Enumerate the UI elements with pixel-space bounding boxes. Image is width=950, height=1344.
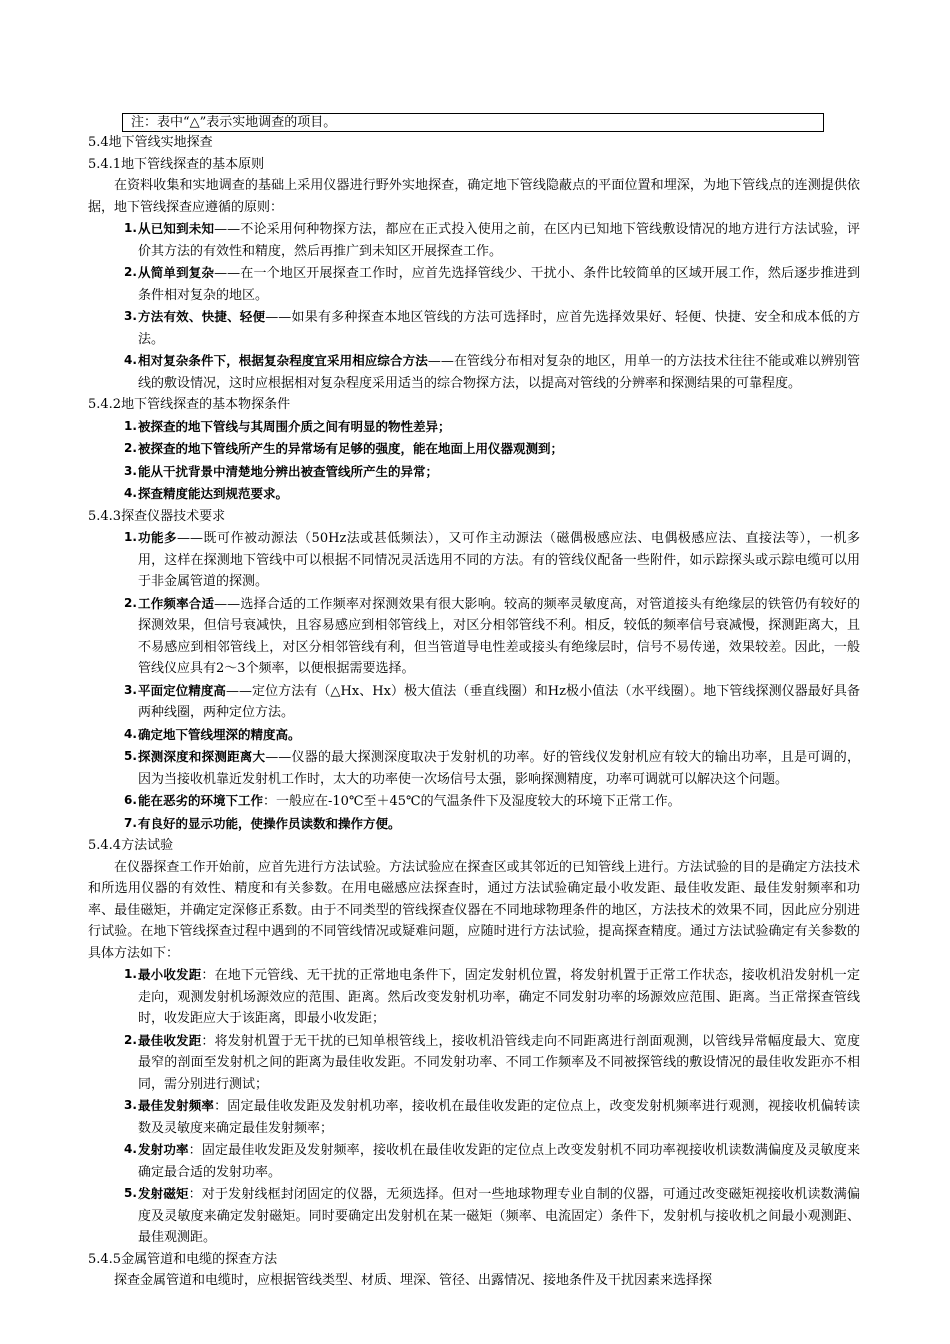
item-text: ——如果有多种探查本地区管线的方法可选择时，应首先选择效果好、轻便、快捷、安全和成本低的方法。 — [138, 310, 860, 347]
list-item — [124, 593, 860, 680]
item-number: 3. — [124, 463, 137, 478]
list-item — [124, 527, 860, 593]
list-item — [124, 790, 860, 813]
list-item — [124, 461, 860, 484]
item-bold-text: 能在恶劣的环境下工作 — [138, 793, 264, 808]
item-text: ——在管线分布相对复杂的地区，用单一的方法技术往往不能或难以辨别管线的敷设情况，这时应根据相对复杂程度采用适当的综合物探方法，以提高对管线的分辨率和探测结果的可靠程度。 — [138, 354, 860, 391]
list-item — [124, 964, 860, 1030]
item-text: ——选择合适的工作频率对探测效果有很大影响。较高的频率灵敏度高，对管道接头有绝缘层的铁管仍有较好的探测效果，但信号衰减快，且容易感应到相邻管线上，对区分相邻管线不利。相反，较低的频率信号衰减慢，探测距离大，且不易感应到相邻管线上，对区分相邻管线有利，但当管道导电性差或接头有绝缘层时，信号不易传递，效果较差。因此，一般管线仪应具有2～3个频率，以便根据需要选择。 — [138, 596, 860, 676]
item-bold-text: 最佳收发距 — [138, 1032, 202, 1048]
item-number: 4. — [124, 353, 137, 367]
item-number: 2. — [124, 265, 137, 279]
item-text: ：固定最佳收发距及发射机功率，接收机在最佳收发距的定位点上，改变发射机频率进行观测，视接收机偏转读数及灵敏度来确定最佳发射频率； — [138, 1099, 860, 1136]
section-heading-5-4-5: 5.4.5金属管道和电缆的探查方法 — [88, 1251, 278, 1267]
item-bold-text: 发射磁矩 — [138, 1186, 189, 1201]
paragraph: 在仪器探查工作开始前，应首先进行方法试验。方法试验应在探查区或其邻近的已知管线上进行。方法试验的目的是确定方法技术和所选用仪器的有效性、精度和有关参数。在用电磁感应法探查时，通过方法试验确定最小收发距、最佳收发距、最佳发射频率和功率、最佳磁矩，并确定定深修正系数。由于不同类型的管线探查仪器在不同地球物理条件的地区，方法技术的效果不同，因此应分别进行试验。在地下管线探查过程中遇到的不同管线情况或疑难问题，应随时进行方法试验，提高探查精度。通过方法试验确定有关参数的具体方法如下： — [88, 859, 860, 961]
item-number: 6. — [124, 793, 137, 807]
item-text: ：固定最佳收发距及发射频率，接收机在最佳收发距的定位点上改变发射机不同功率视接收机读数满偏度及灵敏度来确定最合适的发射功率。 — [138, 1143, 860, 1180]
item-bold-text: 探查精度能达到规范要求。 — [138, 486, 289, 501]
item-bold-text: 从简单到复杂 — [138, 265, 215, 280]
section-heading-5-4: 5.4地下管线实地探查 — [88, 135, 213, 150]
list-item — [124, 416, 860, 439]
list-item — [124, 306, 860, 350]
item-text: ：对于发射线框封闭固定的仪器，无须选择。但对一些地球物理专业自制的仪器，可通过改变磁矩视接收机读数满偏度及灵敏度来确定发射磁矩。同时要确定出发射机在某一磁矩（频率、电流固定）条件下，发射机与接收机之间最小观测距、最佳观测距。 — [138, 1187, 860, 1245]
item-bold-text: 工作频率合适 — [138, 595, 215, 611]
item-text: ——定位方法有（△Hx、Hx）极大值法（垂直线圈）和Hz极小值法（水平线圈）。地下管线探测仪器最好具备两种线圈，两种定位方法。 — [138, 683, 860, 720]
list-item — [124, 483, 860, 506]
list-item — [124, 1139, 860, 1183]
item-bold-text: 被探查的地下管线与其周围介质之间有明显的物性差异； — [138, 418, 451, 434]
item-text: ——不论采用何种物探方法，都应在正式投入使用之前，在区内已知地下管线敷设情况的地方进行方法试验，评价其方法的有效性和精度，然后再推广到未知区开展探查工作。 — [138, 222, 860, 259]
section-heading-5-4-4: 5.4.4方法试验 — [88, 838, 174, 853]
item-number: 5. — [124, 1186, 137, 1200]
list-item — [124, 724, 860, 747]
list-item — [124, 218, 860, 262]
section-heading-5-4-2: 5.4.2地下管线探查的基本物探条件 — [88, 397, 291, 412]
item-text: ：在地下元管线、无干扰的正常地电条件下，固定发射机位置，将发射机置于正常工作状态，接收机沿发射机一定走向，观测发射机场源效应的范围、距离。然后改变发射机功率，确定不同发射功率的场源效应范围、距离。当正常探查管线时，收发距应大于该距离，即最小收发距； — [138, 968, 860, 1026]
list-item — [124, 746, 860, 790]
item-bold-text: 能从干扰背景中清楚地分辨出被查管线所产生的异常； — [138, 463, 439, 479]
list-item — [124, 813, 860, 836]
list-item — [124, 1030, 860, 1096]
item-bold-text: 相对复杂条件下，根据复杂程度宜采用相应综合方法 — [138, 353, 428, 368]
item-number: 3. — [124, 682, 137, 697]
list-item — [124, 262, 860, 306]
item-bold-text: 发射功率 — [138, 1142, 189, 1157]
item-bold-text: 有良好的显示功能，使操作员读数和操作方便。 — [138, 815, 401, 831]
item-number: 5. — [124, 749, 137, 763]
item-number: 1. — [124, 967, 137, 981]
item-bold-text: 探测深度和探测距离大 — [138, 749, 266, 764]
item-bold-text: 确定地下管线埋深的精度高。 — [138, 726, 301, 742]
item-text: ——仪器的最大探测深度取决于发射机的功率。好的管线仪发射机应有较大的输出功率，且是可调的，因为当接收机靠近发射机工作时，太大的功率使一次场信号太强，影响探测精度，功率可调就可以解决这个问题。 — [138, 750, 860, 787]
item-number: 1. — [124, 418, 137, 433]
item-number: 7. — [124, 815, 137, 830]
item-text: ——既可作被动源法（50Hz法或甚低频法），又可作主动源法（磁偶极感应法、电偶极感应法、直接法等），一机多用，这样在探测地下管线中可以根据不同情况灵活选用不同的方法。有的管线仪配备一些附件，如示踪探头或示踪电缆可以用于非金属管道的探测。 — [138, 531, 860, 589]
item-text: ：将发射机置于无干扰的已知单根管线上，接收机沿管线走向不同距离进行剖面观测，以管线异常幅度最大、宽度最窄的剖面至发射机之间的距离为最佳收发距。不同发射功率、不同工作频率及不同被探管线的敷设情况的最佳收发距亦不相同，需分别进行测试； — [138, 1033, 860, 1092]
item-text: ：一般应在-10℃至＋45℃的气温条件下及湿度较大的环境下正常工作。 — [263, 794, 681, 809]
list-item — [124, 1095, 860, 1139]
paragraph: 探查金属管道和电缆时，应根据管线类型、材质、埋深、管径、出露情况、接地条件及干扰因素来选择探 — [114, 1273, 713, 1288]
item-number: 4. — [124, 1142, 137, 1156]
item-number: 4. — [124, 486, 137, 500]
item-text: ——在一个地区开展探查工作时，应首先选择管线少、干扰小、条件比较简单的区域开展工作，然后逐步推进到条件相对复杂的地区。 — [138, 266, 860, 303]
item-number: 4. — [124, 726, 137, 741]
list-item — [124, 350, 860, 394]
item-bold-text: 最小收发距 — [138, 967, 202, 982]
paragraph: 在资料收集和实地调查的基础上采用仪器进行野外实地探查，确定地下管线隐蔽点的平面位置和埋深，为地下管线点的连测提供依据，地下管线探查应遵循的原则： — [88, 178, 860, 215]
item-bold-text: 最佳发射频率 — [138, 1098, 215, 1113]
item-number: 3. — [124, 1098, 137, 1112]
section-heading-5-4-3: 5.4.3探查仪器技术要求 — [88, 508, 226, 524]
item-bold-text: 平面定位精度高 — [138, 682, 226, 698]
item-bold-text: 从已知到未知 — [138, 221, 215, 236]
list-item — [124, 1183, 860, 1249]
item-number: 1. — [124, 530, 137, 544]
table-note: 注：表中“△”表示实地调查的项目。 — [122, 113, 824, 132]
item-bold-text: 被探查的地下管线所产生的异常场有足够的强度，能在地面上用仪器观测到； — [138, 441, 564, 456]
item-bold-text: 方法有效、快捷、轻便 — [138, 309, 266, 324]
item-number: 1. — [124, 221, 137, 235]
section-heading-5-4-1: 5.4.1地下管线探查的基本原则 — [88, 156, 265, 172]
document-page — [88, 113, 860, 1292]
item-number: 3. — [124, 309, 137, 323]
item-number: 2. — [124, 595, 137, 610]
item-number: 2. — [124, 441, 137, 455]
list-item — [124, 438, 860, 461]
list-item — [124, 680, 860, 724]
item-bold-text: 功能多 — [138, 530, 178, 545]
item-number: 2. — [124, 1032, 137, 1047]
